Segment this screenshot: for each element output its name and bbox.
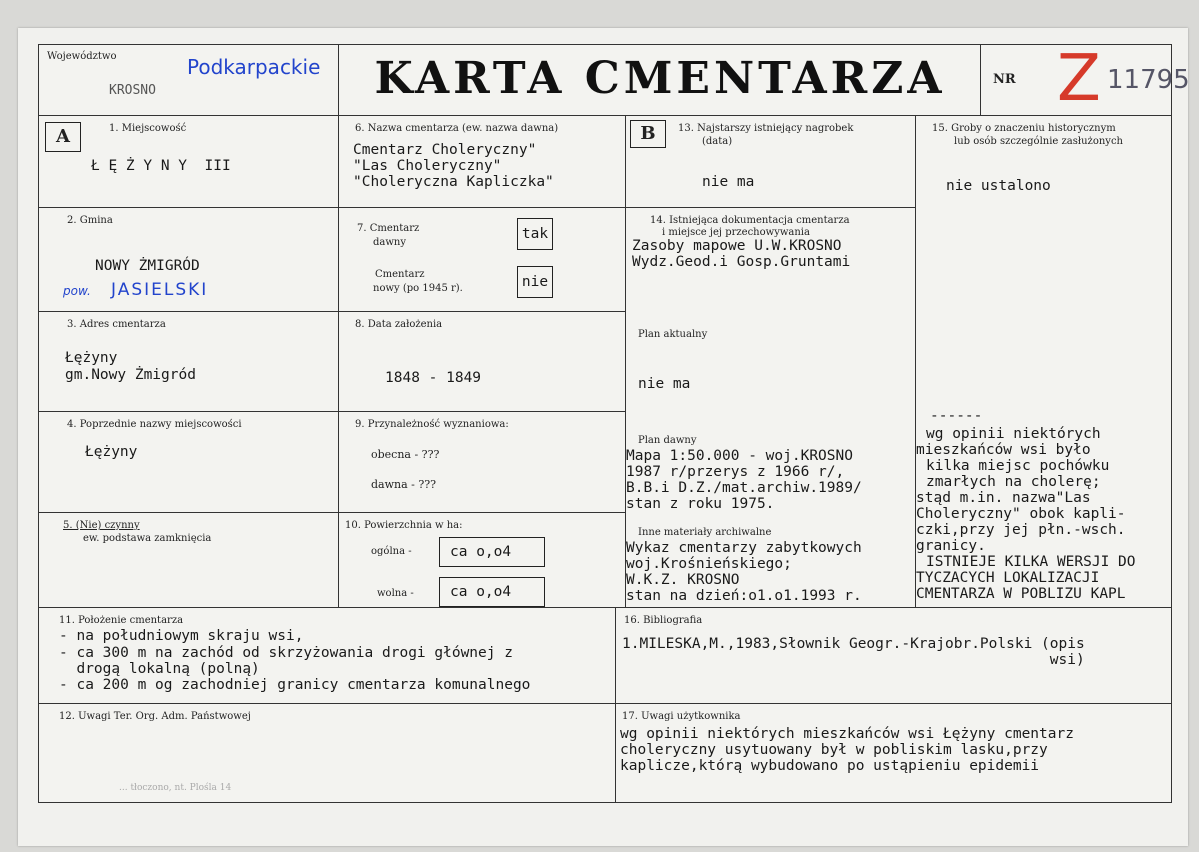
field-11-line: - ca 200 m og zachodniej granicy cmentarza komunalnego: [59, 677, 531, 693]
field-1: [39, 116, 339, 208]
field-9-label: 9. Przynależność wyznaniowa:: [355, 419, 509, 430]
district-handwritten: JASIELSKI: [111, 280, 209, 300]
district-prefix: pow.: [63, 284, 91, 298]
field-8-label: 8. Data założenia: [355, 319, 443, 330]
field-15-value: nie ustalono: [946, 178, 1051, 194]
old-plan-line: 1987 r/przerys z 1966 r/,: [626, 464, 845, 480]
field-10: [339, 513, 626, 608]
other-materials-line: Wykaz cmentarzy zabytkowych: [626, 540, 862, 556]
field-6: [339, 116, 626, 208]
field-15-line: TYCZACYCH LOKALIZACJI: [916, 570, 1100, 586]
voivodeship-label: Województwo: [47, 51, 117, 62]
field-7-label: 7. Cmentarz: [357, 223, 420, 234]
field-17-line: kaplicze,którą wybudowano po ustąpieniu epidemii: [620, 758, 1040, 774]
print-note: ... tłoczono, nt. Plośla 14: [119, 783, 232, 793]
field-6-line: "Choleryczna Kapliczka": [353, 174, 554, 190]
field-2-value: NOWY ŻMIGRÓD: [95, 258, 200, 274]
field-4-value: Łężyny: [85, 444, 138, 460]
field-16-label: 16. Bibliografia: [624, 615, 703, 626]
voivodeship-value: KROSNO: [109, 83, 156, 98]
field-16: [616, 608, 1171, 704]
field-17: [616, 704, 1171, 802]
field-17-label: 17. Uwagi użytkownika: [622, 711, 741, 722]
old-plan-label: Plan dawny: [638, 435, 697, 446]
field-10-label: 10. Powierzchnia w ha:: [345, 520, 463, 531]
field-6-line: Cmentarz Choleryczny": [353, 142, 537, 158]
field-10-free-label: wolna -: [377, 588, 414, 599]
field-11-line: drogą lokalną (polną): [59, 661, 260, 677]
field-16-line: wsi): [622, 652, 1085, 668]
field-17-line: wg opinii niektórych mieszkańców wsi Łężyny cmentarz: [620, 726, 1074, 742]
region-stamp: Podkarpackie: [187, 55, 321, 79]
field-6-label: 6. Nazwa cmentarza (ew. nazwa dawna): [355, 123, 559, 134]
field-16-line: 1.MILESKA,M.,1983,Słownik Geogr.-Krajobr.Polski (opis: [622, 636, 1085, 652]
field-5-sublabel: ew. podstawa zamknięcia: [83, 533, 212, 544]
field-7: [339, 208, 626, 312]
field-9-current: obecna - ???: [371, 448, 440, 461]
number-cell: [981, 42, 1190, 116]
voivodeship-cell: [39, 45, 339, 116]
registry-letter: Z: [1057, 42, 1101, 116]
field-7-label: nowy (po 1945 r).: [373, 283, 463, 294]
field-12-label: 12. Uwagi Ter. Org. Adm. Państwowej: [59, 711, 251, 722]
field-3-label: 3. Adres cmentarza: [67, 319, 166, 330]
old-plan-line: stan z roku 1975.: [626, 496, 775, 512]
field-13-label: 13. Najstarszy istniejący nagrobek: [678, 123, 854, 134]
current-plan-label: Plan aktualny: [638, 329, 708, 340]
area-total-box: ca o,o4: [439, 537, 545, 567]
field-5: [39, 513, 339, 608]
field-3: [39, 312, 339, 412]
field-14: [626, 208, 916, 608]
field-15: [916, 116, 1171, 608]
cemetery-card: [38, 42, 1190, 803]
field-8-value: 1848 - 1849: [385, 370, 482, 386]
other-materials-line: woj.Krośnieńskiego;: [626, 556, 792, 572]
field-9: [339, 412, 626, 513]
current-plan-value: nie ma: [638, 376, 691, 392]
field-7-label: Cmentarz: [375, 269, 425, 280]
field-15-line: zmarłych na cholerę;: [926, 474, 1101, 490]
card-title: KARTA CMENTARZA: [374, 53, 946, 104]
field-15-dash: ------: [930, 408, 983, 424]
field-5-label: 5. (Nie) czynny: [63, 520, 140, 531]
field-15-line: stąd m.in. nazwa"Las: [916, 490, 1091, 506]
field-9-former: dawna - ???: [371, 478, 437, 491]
field-4-label: 4. Poprzednie nazwy miejscowości: [67, 419, 242, 430]
field-15-line: wg opinii niektórych: [926, 426, 1101, 442]
field-12: [39, 704, 616, 802]
section-b-letter: B: [630, 120, 666, 148]
field-11-label: 11. Położenie cmentarza: [59, 615, 184, 626]
old-plan-line: Mapa 1:50.000 - woj.KROSNO: [626, 448, 853, 464]
field-1-value: Ł Ę Ż Y N Y III: [91, 158, 231, 174]
field-8: [339, 312, 626, 412]
registry-number: 11795: [1107, 65, 1190, 95]
other-materials-line: stan na dzień:o1.o1.1993 r.: [626, 588, 862, 604]
field-6-line: "Las Choleryczny": [353, 158, 502, 174]
field-15-label: 15. Groby o znaczeniu historycznym: [932, 123, 1116, 134]
field-7-label: dawny: [373, 237, 407, 248]
field-15-line: kilka miejsc pochówku: [926, 458, 1110, 474]
nr-label: NR: [993, 72, 1016, 87]
field-1-label: 1. Miejscowość: [109, 123, 187, 134]
field-15-line: Choleryczny" obok kapli-: [916, 506, 1126, 522]
field-15-line: czki,przy jej płn.-wsch.: [916, 522, 1126, 538]
field-14-line: Wydz.Geod.i Gosp.Gruntami: [632, 254, 851, 270]
field-17-line: choleryczny usytuowany był w pobliskim lasku,przy: [620, 742, 1048, 758]
area-free-box: ca o,o4: [439, 577, 545, 607]
field-11-line: - ca 300 m na zachód od skrzyżowania drogi głównej z: [59, 645, 513, 661]
field-15-label: lub osób szczególnie zasłużonych: [954, 136, 1123, 147]
section-a-letter: A: [45, 122, 81, 152]
field-3-line: gm.Nowy Żmigród: [65, 367, 196, 383]
field-15-line: granicy.: [916, 538, 986, 554]
field-15-line: mieszkańców wsi było: [916, 442, 1091, 458]
title-cell: [339, 45, 981, 116]
field-15-line: CMENTARZA W POBLIZU KAPL: [916, 586, 1126, 602]
field-13: [626, 116, 916, 208]
field-11: [39, 608, 616, 704]
field-10-total-label: ogólna -: [371, 546, 412, 557]
field-2: [39, 208, 339, 312]
old-cemetery-box: tak: [517, 218, 553, 250]
field-13-sublabel: (data): [702, 136, 733, 147]
field-14-sublabel: i miejsce jej przechowywania: [662, 227, 810, 238]
field-3-line: Łężyny: [65, 350, 118, 366]
new-cemetery-box: nie: [517, 266, 553, 298]
old-plan-line: B.B.i D.Z./mat.archiw.1989/: [626, 480, 862, 496]
field-11-line: - na południowym skraju wsi,: [59, 628, 304, 644]
field-13-value: nie ma: [702, 174, 755, 190]
field-14-line: Zasoby mapowe U.W.KROSNO: [632, 238, 842, 254]
field-14-label: 14. Istniejąca dokumentacja cmentarza: [650, 215, 850, 226]
field-15-line: ISTNIEJE KILKA WERSJI DO: [926, 554, 1136, 570]
field-2-label: 2. Gmina: [67, 215, 113, 226]
other-materials-line: W.K.Z. KROSNO: [626, 572, 740, 588]
field-4: [39, 412, 339, 513]
other-materials-label: Inne materiały archiwalne: [638, 527, 772, 538]
